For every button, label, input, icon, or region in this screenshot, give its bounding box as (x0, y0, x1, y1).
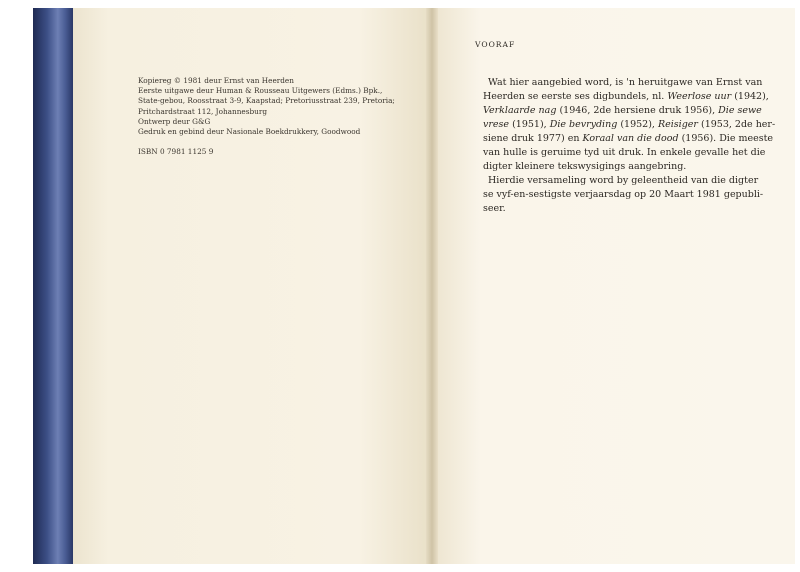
text-segment: (1953, 2de her- (701, 119, 776, 130)
first-edition-line-2: State-gebou, Roosstraat 3-9, Kaapstad; Pretoriusstraat 239, Pretoria; (138, 96, 395, 106)
text-segment: Heerden se eerste ses digbundels, nl. (483, 91, 665, 102)
text-segment: siene druk 1977) en (483, 133, 580, 144)
text-segment: (1952), (620, 119, 655, 130)
text-line: se vyf-en-sestigste verjaarsdag op 20 Maart 1981 gepubli- (483, 189, 764, 200)
text-line: Wat hier aangebied word, is 'n heruitgawe van Ernst van (488, 77, 763, 88)
text-segment: (1951), (512, 119, 547, 130)
text-line (483, 118, 800, 132)
text-line (483, 104, 800, 118)
book-title: vrese (483, 119, 510, 130)
first-edition-line-1: Eerste uitgawe deur Human & Rousseau Uitgewers (Edms.) Bpk., (138, 86, 383, 96)
copyright-line: Kopiereg © 1981 deur Ernst van Heerden (138, 76, 294, 85)
text-line: seer. (483, 203, 506, 214)
book-title: Koraal van die dood (582, 133, 679, 144)
book-title: Weerlose uur (667, 91, 732, 102)
book-title: Verklaarde nag (483, 105, 557, 116)
page-gutter (426, 8, 438, 564)
book-cover-edge (33, 8, 73, 564)
text-segment: (1942), (734, 91, 769, 102)
text-line: Hierdie versameling word by geleentheid van die digter (488, 175, 759, 186)
book-title: Die bevryding (549, 119, 618, 130)
printer-credit: Gedruk en gebind deur Nasionale Boekdrukkery, Goodwood (138, 127, 361, 137)
text-segment: (1956). Die meeste (681, 133, 774, 144)
text-line (483, 132, 800, 146)
imprint-block (138, 76, 408, 157)
book-title: Die sewe (718, 105, 762, 116)
design-credit: Ontwerp deur G&G (138, 116, 211, 126)
foreword-text (483, 76, 800, 216)
text-line: digter kleinere tekswysigings aangebring. (483, 161, 687, 172)
first-edition-line-3: Pritchardstraat 112, Johannesburg (138, 106, 268, 116)
book-title: Reisiger (657, 119, 698, 130)
text-line: van hulle is geruime tyd uit druk. In enkele gevalle het die (483, 147, 766, 158)
chapter-title: VOORAF (475, 40, 516, 49)
isbn: ISBN 0 7981 1125 9 (138, 147, 214, 157)
text-segment: (1946, 2de hersiene druk 1956), (559, 105, 716, 116)
text-line (483, 90, 800, 104)
